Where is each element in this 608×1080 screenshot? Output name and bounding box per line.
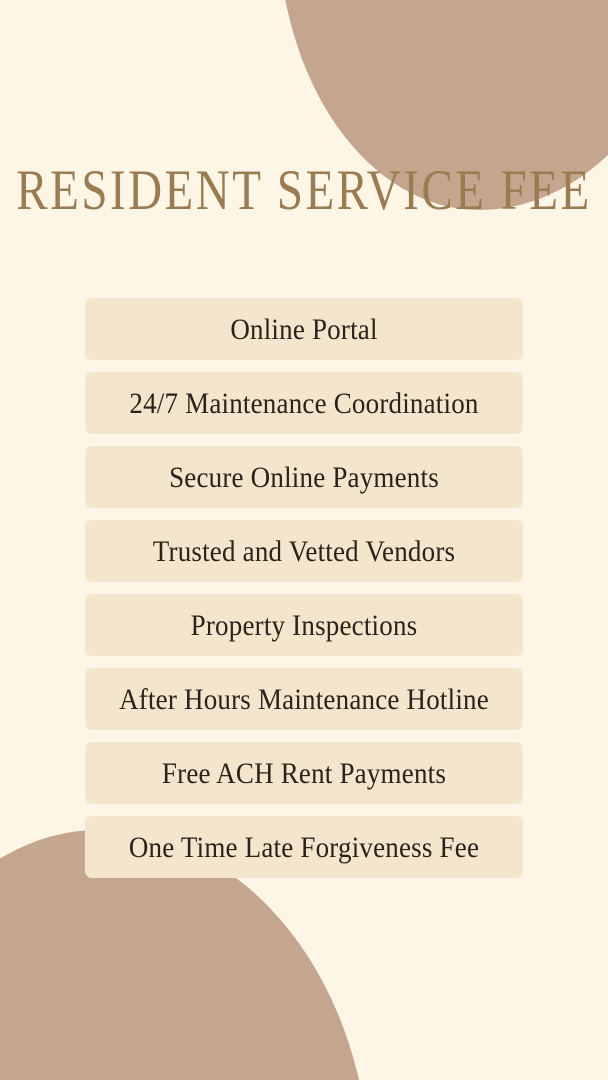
service-list bbox=[0, 298, 608, 878]
list-item bbox=[85, 372, 523, 434]
list-item bbox=[85, 816, 523, 878]
list-item bbox=[85, 520, 523, 582]
list-item-label: Property Inspections bbox=[190, 607, 418, 641]
list-item bbox=[85, 446, 523, 508]
list-item bbox=[85, 742, 523, 804]
list-item-label: 24/7 Maintenance Coordination bbox=[129, 385, 479, 419]
list-item-label: One Time Late Forgiveness Fee bbox=[128, 829, 480, 863]
list-item bbox=[85, 298, 523, 360]
list-item bbox=[85, 594, 523, 656]
page-title: RESIDENT SERVICE FEE bbox=[16, 159, 592, 223]
list-item-label: Secure Online Payments bbox=[169, 459, 439, 493]
list-item-label: After Hours Maintenance Hotline bbox=[119, 681, 489, 715]
list-item-label: Trusted and Vetted Vendors bbox=[152, 533, 456, 567]
list-item-label: Free ACH Rent Payments bbox=[161, 755, 447, 789]
list-item-label: Online Portal bbox=[230, 311, 378, 345]
list-item bbox=[85, 668, 523, 730]
